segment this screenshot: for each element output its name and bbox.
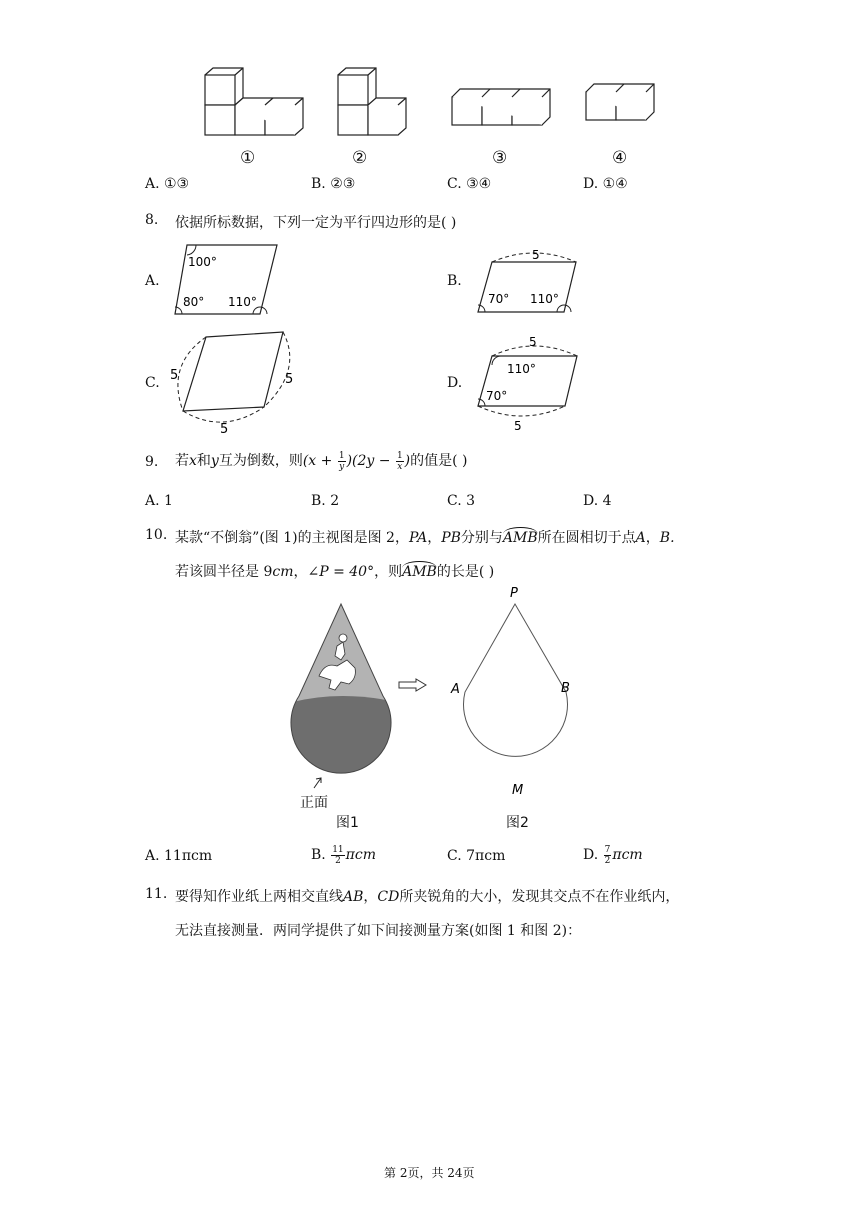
q10-pb: PB — [441, 530, 461, 546]
q8-number: 8. — [145, 212, 159, 228]
q11-l1-b: 所夹锐角的大小，发现其交点不在作业纸内， — [399, 889, 680, 905]
q10-opt-d-den: 2 — [604, 855, 611, 866]
q10-opt-b-num: 11 — [332, 844, 344, 855]
q8-option-c-letter: C. — [145, 375, 160, 391]
q10-angle-p: ∠P = 40° — [307, 564, 375, 580]
q10-l1-a: 某款“不倒翁”(图 1)的主视图是图 2， — [175, 530, 409, 546]
q9-var-y: y — [210, 453, 219, 469]
q10-fig1-front-label: 正面 — [300, 795, 328, 811]
q9-option-a: A. 1 — [145, 493, 173, 509]
q10-fig2-caption: 图2 — [506, 815, 529, 831]
q10-point-b-label: B — [561, 681, 570, 696]
q10-fig1-caption: 图1 — [336, 815, 359, 831]
q8-figure-c — [168, 325, 303, 440]
q8-stem: 依据所标数据，下列一定为平行四边形的是( ) — [175, 215, 457, 231]
q10-opt-b-den: 2 — [335, 855, 341, 866]
q8-option-b-letter: B. — [447, 273, 462, 289]
q9-expr-3: ) — [404, 453, 411, 469]
right-arrow-icon — [398, 678, 428, 692]
q10-option-a: A. 11πcm — [145, 848, 213, 864]
q8-option-a-letter: A. — [145, 273, 160, 289]
q8b-angle-110: 110° — [530, 292, 559, 306]
q11-l1-a: 要得知作业纸上两相交直线 — [175, 889, 343, 905]
q10-opt-d-frac — [604, 845, 612, 866]
q8-figure-a — [170, 240, 282, 320]
q9-text-pre: 若 — [175, 453, 189, 469]
q9-option-b: B. 2 — [311, 493, 340, 509]
q7-option-c: C. ③④ — [447, 176, 492, 192]
q10-opt-d-num: 7 — [604, 844, 611, 855]
q8d-bottom-5: 5 — [514, 419, 522, 433]
q9-stem — [175, 446, 468, 476]
q7-fig-label-3: ③ — [492, 148, 508, 168]
q10-unit-cm: cm — [272, 564, 294, 580]
q9-option-d: D. 4 — [583, 493, 612, 509]
q10-comma: ， — [427, 530, 442, 546]
q8-figure-b — [470, 240, 585, 320]
q9-frac-2-den: x — [397, 461, 403, 472]
q8-option-d-letter: D. — [447, 375, 463, 391]
q7-fig-label-2: ② — [352, 148, 368, 168]
q8d-top-5: 5 — [529, 335, 537, 349]
q10-point-a-label: A — [451, 682, 460, 697]
q7-cube-figures — [190, 60, 670, 140]
q9-var-x: x — [189, 453, 197, 469]
q10-l2-c: ，则 — [374, 564, 403, 580]
q8b-side-5: 5 — [532, 248, 540, 262]
q10-figure-2 — [445, 582, 585, 802]
q9-text-mid: 互为倒数，则 — [218, 453, 303, 469]
q9-number: 9. — [145, 454, 159, 470]
q10-opt-d-letter: D. — [583, 847, 599, 863]
q8c-bottom-5: 5 — [220, 422, 229, 437]
q10-l2-d: 的长是( ) — [436, 564, 495, 580]
q10-point-a: A — [635, 530, 646, 546]
q10-l2-a: 若该圆半径是 9 — [175, 564, 273, 580]
q11-line-ab: AB — [343, 889, 364, 905]
q10-line-2 — [175, 561, 494, 581]
q11-line-1 — [175, 886, 679, 906]
q8d-angle-110: 110° — [507, 362, 536, 376]
q8a-angle-110: 110° — [228, 295, 257, 309]
q10-point-b: B. — [659, 530, 675, 546]
q11-line-2: 无法直接测量．两同学提供了如下间接测量方案(如图 1 和图 2)： — [175, 923, 582, 939]
q10-point-m: M — [512, 783, 524, 798]
q10-figure-1 — [285, 598, 405, 813]
q10-l2-b: ， — [293, 564, 308, 580]
q10-option-b — [311, 840, 376, 870]
q10-number: 10. — [145, 527, 168, 543]
q10-comma-2: ， — [645, 530, 660, 546]
q9-frac-1-num: 1 — [338, 450, 345, 461]
q10-opt-d-unit: πcm — [612, 847, 643, 863]
q9-option-c: C. 3 — [447, 493, 476, 509]
q7-option-a: A. ①③ — [145, 176, 190, 192]
q8a-angle-80: 80° — [183, 295, 205, 309]
q10-option-c: C. 7πcm — [447, 848, 506, 864]
q10-option-d — [583, 840, 643, 870]
q10-l1-b: 分别与 — [460, 530, 503, 546]
q8b-angle-70: 70° — [488, 292, 510, 306]
q9-frac-1 — [338, 451, 346, 472]
q9-text-and: 和 — [196, 453, 211, 469]
page-footer: 第 2页，共 24页 — [384, 1166, 475, 1180]
q10-arc-amb: AMB — [502, 530, 538, 546]
q10-l1-c: 所在圆相切于点 — [537, 530, 636, 546]
q10-line-1 — [175, 527, 675, 547]
q11-comma: ， — [363, 889, 378, 905]
q9-expr-2: )(2y − — [346, 453, 395, 469]
q7-option-b: B. ②③ — [311, 176, 356, 192]
q10-arc-amb-2: AMB — [402, 564, 437, 580]
q8c-left-5: 5 — [170, 368, 179, 383]
q7-fig-label-1: ① — [240, 148, 256, 168]
q8d-angle-70: 70° — [486, 389, 508, 403]
q8-figure-d — [470, 330, 590, 435]
q9-expr-1: (x + — [302, 453, 337, 469]
q7-option-d: D. ①④ — [583, 176, 628, 192]
q9-text-post: 的值是( ) — [410, 453, 468, 469]
q11-number: 11. — [145, 886, 168, 902]
q9-frac-1-den: y — [339, 461, 345, 472]
q10-pa: PA — [408, 530, 428, 546]
q10-opt-b-unit: πcm — [345, 847, 376, 863]
q9-frac-2-num: 1 — [396, 450, 403, 461]
q8c-right-5: 5 — [285, 372, 294, 387]
q9-frac-2 — [396, 451, 404, 472]
q10-point-p: P — [510, 586, 518, 601]
q10-opt-b-frac — [331, 845, 344, 866]
q7-fig-label-4: ④ — [612, 148, 628, 168]
q8a-angle-100: 100° — [188, 255, 217, 269]
q11-line-cd: CD — [377, 889, 400, 905]
q10-opt-b-letter: B. — [311, 847, 326, 863]
